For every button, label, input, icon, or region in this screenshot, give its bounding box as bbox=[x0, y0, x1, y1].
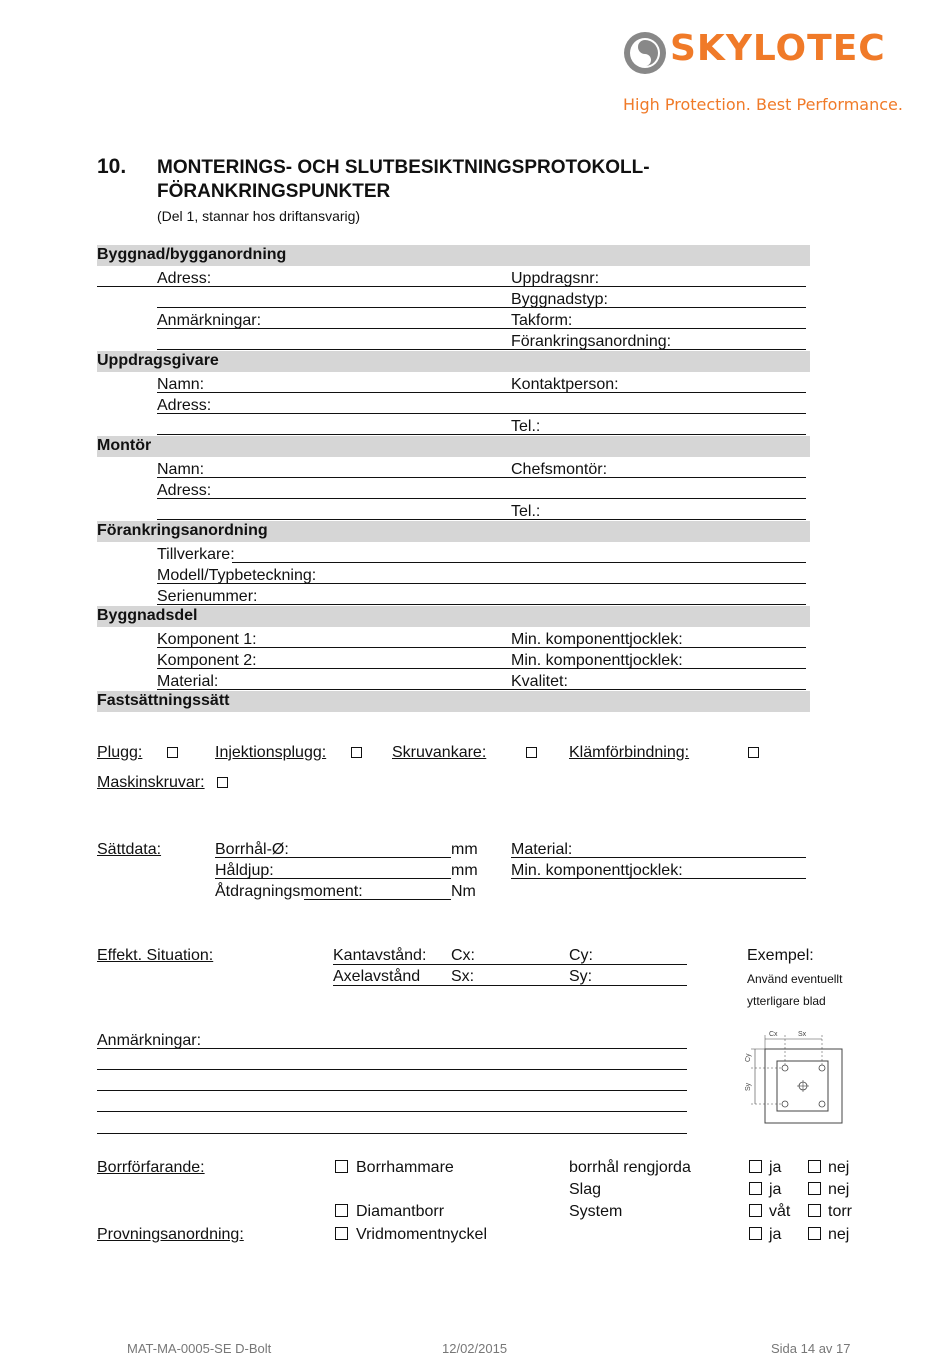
label-part: moment: bbox=[300, 883, 363, 900]
footer-doc-id: MAT-MA-0005-SE D-Bolt bbox=[127, 1341, 272, 1356]
checkbox-maskinskruvar[interactable] bbox=[217, 777, 228, 788]
field-line[interactable] bbox=[157, 392, 806, 393]
field-line[interactable] bbox=[157, 647, 806, 648]
checkbox-slag-ja[interactable] bbox=[749, 1182, 762, 1195]
section-title: Uppdragsgivare bbox=[97, 352, 219, 369]
row-label-rengjorda: borrhål rengjorda bbox=[569, 1159, 691, 1176]
field-line[interactable] bbox=[157, 413, 806, 414]
field-label-axelavstand: Axelavstånd bbox=[333, 968, 421, 985]
field-label-min-tjocklek: Min. komponenttjocklek: bbox=[511, 862, 683, 879]
section-band-fastsattning bbox=[97, 691, 810, 712]
field-line[interactable] bbox=[157, 689, 806, 690]
checkbox-klamforbindning[interactable] bbox=[748, 747, 759, 758]
field-line[interactable] bbox=[333, 964, 687, 965]
section-title: Byggnadsdel bbox=[97, 607, 198, 624]
heading-line1: MONTERINGS- OCH SLUTBESIKTNINGSPROTOKOLL- bbox=[157, 157, 650, 178]
field-label-namn: Namn: bbox=[157, 376, 205, 393]
option-label-skruvankare: Skruvankare: bbox=[392, 744, 487, 761]
option-label-ja: ja bbox=[769, 1226, 782, 1243]
option-label-borrhammare: Borrhammare bbox=[356, 1159, 454, 1176]
footer-date: 12/02/2015 bbox=[442, 1341, 508, 1356]
field-label-haldjup: Håldjup: bbox=[215, 862, 274, 879]
provning-label: Provningsanordning: bbox=[97, 1226, 244, 1243]
field-label-tel: Tel.: bbox=[511, 418, 541, 435]
field-line[interactable] bbox=[157, 477, 806, 478]
logo-mark-icon bbox=[622, 30, 668, 76]
option-label-injektionsplugg: Injektionsplugg: bbox=[215, 744, 327, 761]
field-line[interactable] bbox=[157, 328, 806, 329]
example-note-1: Använd eventuellt bbox=[747, 972, 843, 986]
field-label-serienummer: Serienummer: bbox=[157, 588, 258, 605]
field-line[interactable] bbox=[157, 349, 806, 350]
option-label-ja: ja bbox=[769, 1159, 782, 1176]
field-label-adress: Adress: bbox=[157, 482, 212, 499]
checkbox-slag-nej[interactable] bbox=[808, 1182, 821, 1195]
remarks-line[interactable] bbox=[97, 1111, 687, 1112]
remarks-line[interactable] bbox=[97, 1048, 687, 1049]
field-label-tel: Tel.: bbox=[511, 503, 541, 520]
option-label-diamantborr: Diamantborr bbox=[356, 1203, 445, 1220]
checkbox-diamantborr[interactable] bbox=[335, 1204, 348, 1217]
example-label: Exempel: bbox=[747, 947, 814, 964]
field-label-cx: Cx: bbox=[451, 947, 475, 964]
effekt-label: Effekt. Situation: bbox=[97, 947, 214, 964]
field-line[interactable] bbox=[97, 286, 806, 287]
example-note-2: ytterligare blad bbox=[747, 994, 826, 1008]
section-band-byggnad bbox=[97, 245, 810, 266]
checkbox-skruvankare[interactable] bbox=[526, 747, 537, 758]
option-label-torr: torr bbox=[828, 1203, 852, 1220]
brand-logo bbox=[622, 30, 912, 78]
section-band-montor bbox=[97, 436, 810, 457]
option-label-maskinskruvar: Maskinskruvar: bbox=[97, 774, 205, 791]
field-label-forankringsanordning: Förankringsanordning: bbox=[511, 333, 672, 350]
option-label-nej: nej bbox=[828, 1181, 850, 1198]
field-label-uppdragsnr: Uppdragsnr: bbox=[511, 270, 600, 287]
field-label-chefsmontor: Chefsmontör: bbox=[511, 461, 608, 478]
field-label-borrhal: Borrhål-Ø: bbox=[215, 841, 289, 858]
option-label-ja: ja bbox=[769, 1181, 782, 1198]
label-part: Åtdragnings bbox=[215, 883, 301, 900]
field-label-adress: Adress: bbox=[157, 397, 212, 414]
checkbox-injektionsplugg[interactable] bbox=[351, 747, 362, 758]
field-label-material: Material: bbox=[157, 673, 219, 690]
checkbox-system-torr[interactable] bbox=[808, 1204, 821, 1217]
diagram-label-sx: Sx bbox=[798, 1031, 807, 1038]
remarks-line[interactable] bbox=[97, 1133, 687, 1134]
section-title: Byggnad/bygganordning bbox=[97, 246, 287, 263]
checkbox-vridmomentnyckel[interactable] bbox=[335, 1227, 348, 1240]
brand-tagline: High Protection. Best Performance. bbox=[623, 95, 903, 114]
field-label-min-tjocklek: Min. komponenttjocklek: bbox=[511, 652, 683, 669]
field-label-kontaktperson: Kontaktperson: bbox=[511, 376, 619, 393]
field-line[interactable] bbox=[157, 434, 806, 435]
field-label-takform: Takform: bbox=[511, 312, 573, 329]
option-label-vat: våt bbox=[769, 1203, 791, 1220]
section-band-byggnadsdel bbox=[97, 606, 810, 627]
anchor-spacing-diagram bbox=[740, 1025, 850, 1130]
field-label-byggnadstyp: Byggnadstyp: bbox=[511, 291, 608, 308]
field-line[interactable] bbox=[333, 985, 687, 986]
field-line[interactable] bbox=[157, 519, 806, 520]
unit-nm: Nm bbox=[451, 883, 476, 900]
option-label-vridmomentnyckel: Vridmomentnyckel bbox=[356, 1226, 488, 1243]
brand-name: SKYLOTEC bbox=[670, 28, 886, 69]
remarks-line[interactable] bbox=[97, 1069, 687, 1070]
field-line[interactable] bbox=[157, 668, 806, 669]
field-label-komponent2: Komponent 2: bbox=[157, 652, 257, 669]
field-line[interactable] bbox=[304, 899, 451, 900]
checkbox-rengjorda-ja[interactable] bbox=[749, 1160, 762, 1173]
field-label-sx: Sx: bbox=[451, 968, 475, 985]
field-label-cy: Cy: bbox=[569, 947, 593, 964]
unit-mm: mm bbox=[451, 841, 478, 858]
section-title: Montör bbox=[97, 437, 152, 454]
checkbox-rengjorda-nej[interactable] bbox=[808, 1160, 821, 1173]
field-label-min-tjocklek: Min. komponenttjocklek: bbox=[511, 631, 683, 648]
checkbox-provning-nej[interactable] bbox=[808, 1227, 821, 1240]
section-title: Fastsättningssätt bbox=[97, 692, 230, 709]
field-label-modell: Modell/Typbeteckning: bbox=[157, 567, 317, 584]
heading-line2: FÖRANKRINGSPUNKTER bbox=[157, 181, 391, 202]
row-label-system: System bbox=[569, 1203, 623, 1220]
field-label-kantavstand: Kantavstånd: bbox=[333, 947, 427, 964]
checkbox-plugg[interactable] bbox=[167, 747, 178, 758]
field-line[interactable] bbox=[157, 604, 806, 605]
borr-label: Borrförfarande: bbox=[97, 1159, 205, 1176]
option-label-plugg: Plugg: bbox=[97, 744, 143, 761]
field-line[interactable] bbox=[157, 307, 806, 308]
diagram-label-cy: Cy bbox=[745, 1053, 752, 1062]
option-label-nej: nej bbox=[828, 1226, 850, 1243]
footer-page: Sida 14 av 17 bbox=[771, 1341, 851, 1356]
field-label-adress: Adress: bbox=[157, 270, 212, 287]
field-line[interactable] bbox=[157, 498, 806, 499]
field-line[interactable] bbox=[511, 857, 806, 858]
section-band-forankring bbox=[97, 521, 810, 542]
field-line[interactable] bbox=[157, 583, 806, 584]
field-label-anmarkningar: Anmärkningar: bbox=[97, 1032, 202, 1049]
checkbox-borrhammare[interactable] bbox=[335, 1160, 348, 1173]
field-line[interactable] bbox=[511, 878, 806, 879]
field-label-sy: Sy: bbox=[569, 968, 593, 985]
checkbox-provning-ja[interactable] bbox=[749, 1227, 762, 1240]
field-line[interactable] bbox=[215, 878, 451, 879]
option-label-klamforbindning: Klämförbindning: bbox=[569, 744, 690, 761]
field-label-namn: Namn: bbox=[157, 461, 205, 478]
checkbox-system-vat[interactable] bbox=[749, 1204, 762, 1217]
section-title: Förankringsanordning bbox=[97, 522, 268, 539]
field-label-tillverkare: Tillverkare: bbox=[157, 546, 235, 563]
sattdata-label: Sättdata: bbox=[97, 841, 162, 858]
diagram-label-cx: Cx bbox=[769, 1031, 778, 1038]
unit-mm: mm bbox=[451, 862, 478, 879]
remarks-line[interactable] bbox=[97, 1090, 687, 1091]
option-label-nej: nej bbox=[828, 1159, 850, 1176]
row-label-slag: Slag bbox=[569, 1181, 602, 1198]
field-label-anmarkningar: Anmärkningar: bbox=[157, 312, 262, 329]
section-band-uppdragsgivare bbox=[97, 351, 810, 372]
field-line[interactable] bbox=[232, 562, 806, 563]
heading-number: 10. bbox=[97, 155, 127, 178]
field-label-material: Material: bbox=[511, 841, 573, 858]
field-line[interactable] bbox=[215, 857, 451, 858]
diagram-label-sy: Sy bbox=[745, 1082, 752, 1091]
field-label-komponent1: Komponent 1: bbox=[157, 631, 257, 648]
heading-subtitle: (Del 1, stannar hos driftansvarig) bbox=[157, 208, 361, 224]
field-label-kvalitet: Kvalitet: bbox=[511, 673, 568, 690]
